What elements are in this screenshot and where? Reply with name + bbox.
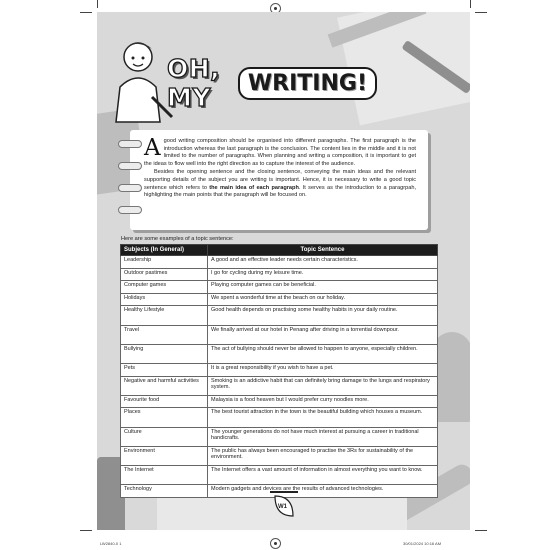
bell-label: W1 — [278, 504, 287, 510]
table-lead-text: Here are some examples of a topic sentence: — [121, 236, 234, 242]
intro-paragraph-2-emphasis: the main idea of each paragraph — [209, 184, 299, 191]
crop-mark — [80, 12, 92, 13]
page-title-part1: OH, MY — [167, 54, 221, 112]
table-row — [121, 306, 438, 325]
table-header-row — [121, 245, 438, 256]
subject-cell: Favourite food — [121, 395, 208, 408]
crop-mark — [475, 12, 487, 13]
subject-cell: Environment — [121, 446, 208, 465]
topic-sentence-cell: Malaysia is a food heaven but I would prefer curry noodles more. — [208, 395, 438, 408]
drop-cap: A — [144, 135, 161, 161]
table-row — [121, 446, 438, 465]
intro-paragraph-1-text: good writing composition should be organised into different paragraphs. The first paragraph is the introduction whereas the last paragraph is the conclusion. The content lies in the middle and it is not limited to the number of paragraphs. When planning and writing a composition, it is important to get the ideas to flow well into the right direction as to capture the interest of the audience. — [144, 138, 416, 167]
topic-sentence-table — [120, 244, 438, 498]
footer-file-code: LW2840-0 1 — [100, 541, 122, 546]
ring-icon — [118, 140, 142, 148]
intro-paragraph-2-text: Besides the opening sentence and the closing sentence, conveying the main ideas and the relevant supporting details of the subject you are writing is important. Hence, it is necessary to write a good topic sentence which refers to — [144, 169, 416, 191]
subject-cell: Healthy Lifestyle — [121, 306, 208, 325]
table-row — [121, 256, 438, 269]
registration-mark-bottom — [270, 538, 281, 549]
topic-sentence-cell: We spent a wonderful time at the beach on our holiday. — [208, 293, 438, 306]
crop-mark — [80, 530, 92, 531]
ring-icon — [118, 184, 142, 192]
subject-cell: The Internet — [121, 465, 208, 484]
topic-sentence-cell: The act of bullying should never be allowed to happen to anyone, especially children. — [208, 344, 438, 363]
table-row — [121, 376, 438, 395]
intro-paragraph-2 — [144, 169, 416, 199]
notebook-rings — [118, 140, 142, 228]
table-body — [121, 256, 438, 498]
ring-icon — [118, 162, 142, 170]
topic-sentence-cell: Playing computer games can be beneficial. — [208, 281, 438, 294]
page-title-part2: WRITING! — [238, 67, 377, 100]
subject-cell: Pets — [121, 363, 208, 376]
topic-sentence-cell: The best tourist attraction in the town is the beautiful building which houses a museum. — [208, 408, 438, 427]
intro-paragraph-1 — [144, 135, 416, 168]
table-row — [121, 408, 438, 427]
subject-cell: Places — [121, 408, 208, 427]
footer-timestamp: 30/01/2024 10:16 AM — [403, 541, 442, 546]
topic-sentence-cell: The Internet offers a vast amount of information in almost everything you want to know. — [208, 465, 438, 484]
intro-paragraph-2-tail: . It serves as the introduction to a paragrpah, highlighting the main points that the paragraph will be focused on. — [144, 184, 416, 199]
subject-cell: Negative and harmful activities — [121, 376, 208, 395]
topic-sentence-cell: Smoking is an addictive habit that can definitely bring damage to the lungs and respiratory system. — [208, 376, 438, 395]
subject-cell: Holidays — [121, 293, 208, 306]
crop-mark — [475, 530, 487, 531]
topic-sentence-cell: I go for cycling during my leisure time. — [208, 268, 438, 281]
topic-sentence-cell: We finally arrived at our hotel in Penang after driving in a torrential downpour. — [208, 325, 438, 344]
topic-sentence-cell: The younger generations do not have much interest at pursuing a career in traditional handicrafts. — [208, 427, 438, 446]
crop-mark — [97, 0, 98, 8]
workbook-page — [97, 12, 470, 530]
page-title-banner — [167, 54, 377, 112]
column-header-subjects: Subjects (In General) — [121, 245, 208, 256]
topic-sentence-cell: It is a great responsibility if you wish to have a pet. — [208, 363, 438, 376]
topic-sentence-cell: Good health depends on practising some healthy habits in your daily routine. — [208, 306, 438, 325]
student-writing-illustration — [102, 27, 174, 132]
table-row — [121, 344, 438, 363]
topic-sentence-cell: A good and an effective leader needs certain characteristics. — [208, 256, 438, 269]
subject-cell: Culture — [121, 427, 208, 446]
subject-cell: Outdoor pastimes — [121, 268, 208, 281]
table-row — [121, 427, 438, 446]
table-row — [121, 268, 438, 281]
topic-sentence-cell: Modern gadgets and devices are the results of advanced technologies. — [208, 485, 438, 498]
subject-cell: Technology — [121, 485, 208, 498]
table-row — [121, 363, 438, 376]
subject-cell: Bullying — [121, 344, 208, 363]
ring-icon — [118, 206, 142, 214]
table-row — [121, 293, 438, 306]
table-row — [121, 395, 438, 408]
column-header-topic-sentence: Topic Sentence — [208, 245, 438, 256]
table-row — [121, 465, 438, 484]
topic-sentence-cell: The public has always been encouraged to practise the 3Rs for sustainability of the environment. — [208, 446, 438, 465]
table-row — [121, 325, 438, 344]
subject-cell: Leadership — [121, 256, 208, 269]
subject-cell: Computer games — [121, 281, 208, 294]
subject-cell: Travel — [121, 325, 208, 344]
table-row — [121, 281, 438, 294]
crop-mark — [470, 0, 471, 8]
intro-notebook-card — [130, 130, 428, 230]
